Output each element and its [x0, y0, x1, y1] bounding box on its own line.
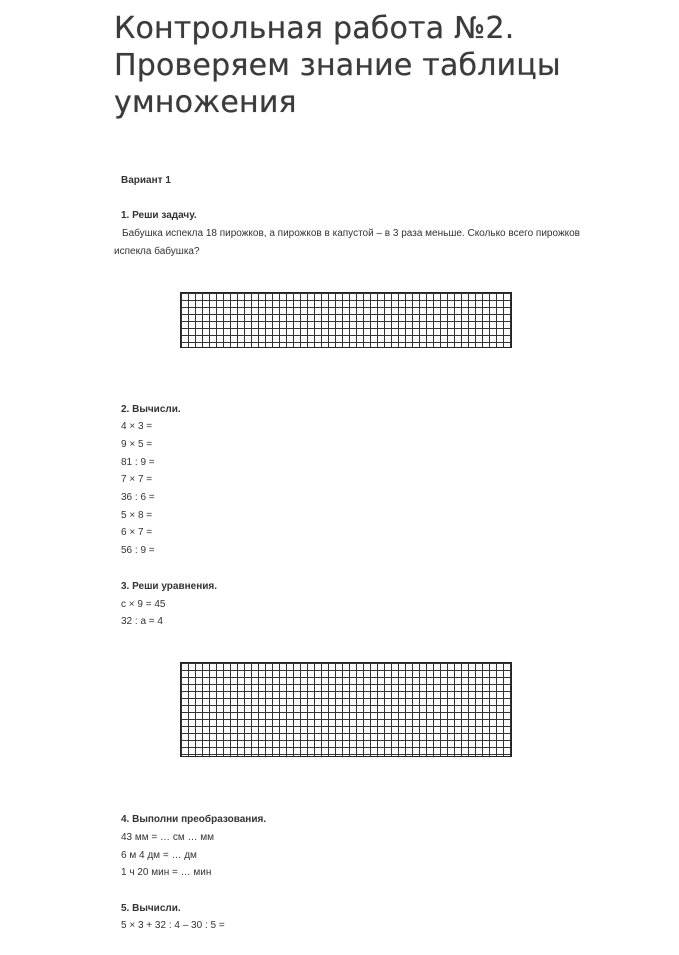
task2-item: 36 : 6 =: [121, 492, 155, 503]
variant-label: Вариант 1: [121, 175, 171, 186]
task1-text: Бабушка испекла 18 пирожков, а пирожков в капустой – в 3 раза меньше. Сколько всего пирожков испекла бабушка?: [114, 228, 580, 257]
page-title: [114, 10, 634, 121]
task2-item: 6 × 7 =: [121, 527, 153, 538]
task3-item: 32 : а = 4: [121, 616, 163, 627]
task2-item: 7 × 7 =: [121, 474, 153, 485]
task2-item: 4 × 3 =: [121, 421, 153, 432]
title-line-1: Контрольная работа №2.: [114, 11, 515, 46]
task3-heading: 3. Реши уравнения.: [121, 581, 218, 592]
task2-item: 56 : 9 =: [121, 545, 155, 556]
task4-item: 1 ч 20 мин = … мин: [121, 867, 212, 878]
task2-item: 9 × 5 =: [121, 439, 153, 450]
task3-item: с × 9 = 45: [121, 599, 166, 610]
task2-heading: 2. Вычисли.: [121, 404, 181, 415]
task4-heading: 4. Выполни преобразования.: [121, 814, 267, 825]
task2-item: 5 × 8 =: [121, 510, 153, 521]
task5-item: 5 × 3 + 32 : 4 – 30 : 5 =: [121, 920, 225, 931]
task4-item: 6 м 4 дм = … дм: [121, 850, 197, 861]
title-line-2: Проверяем знание таблицы: [114, 48, 561, 83]
answer-grid-1[interactable]: [180, 292, 512, 348]
task2-item: 81 : 9 =: [121, 457, 155, 468]
task1-heading: 1. Реши задачу.: [121, 210, 197, 221]
task4-item: 43 мм = … см … мм: [121, 832, 215, 843]
title-line-3: умножения: [114, 85, 297, 120]
answer-grid-2[interactable]: [180, 662, 512, 757]
task5-heading: 5. Вычисли.: [121, 903, 181, 914]
